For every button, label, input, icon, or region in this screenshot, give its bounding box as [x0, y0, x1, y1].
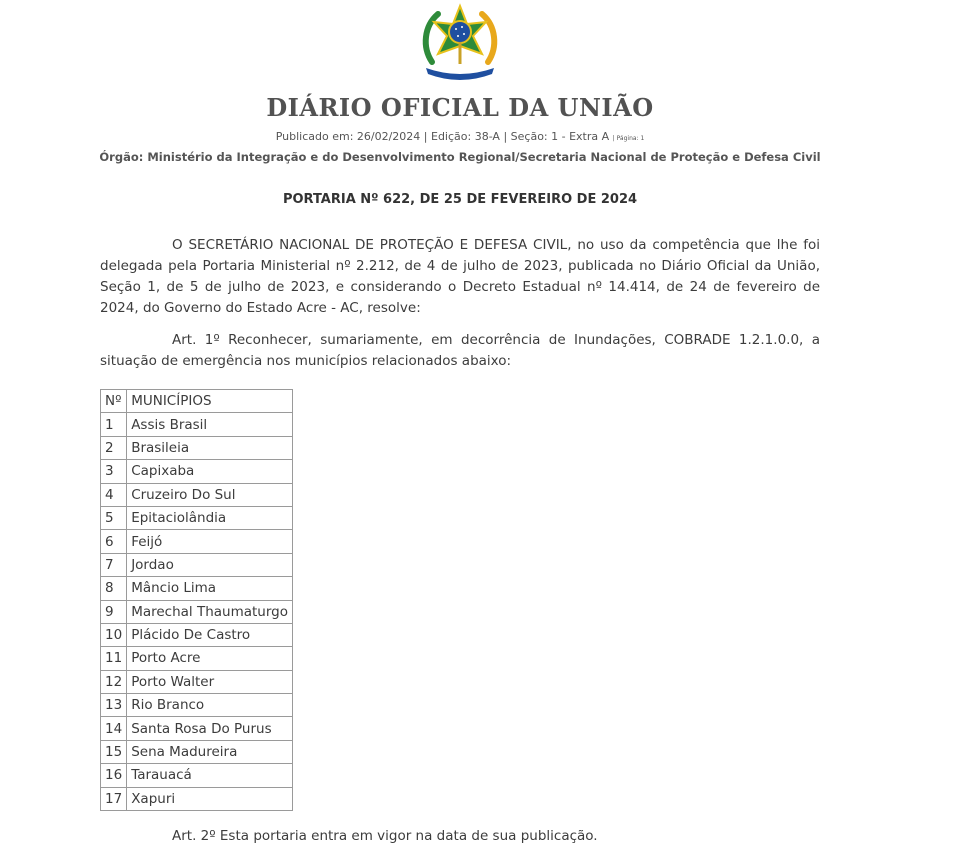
row-number: 14: [101, 717, 127, 740]
municipality-name: Porto Walter: [127, 670, 293, 693]
table-row: [101, 577, 293, 600]
row-number: 16: [101, 764, 127, 787]
table-row: [101, 530, 293, 553]
paragraph-preamble: O SECRETÁRIO NACIONAL DE PROTEÇÃO E DEFESA CIVIL, no uso da competência que lhe foi delegada pela Portaria Ministerial nº 2.212, de 4 de julho de 2023, publicada no Diário Oficial da União, Seção 1, de 5 de julho de 2023, e considerando o Decreto Estadual nº 14.414, de 24 de fevereiro de 2024, do Governo do Estado Acre - AC, resolve:: [100, 237, 820, 316]
row-number: 6: [101, 530, 127, 553]
municipality-name: Sena Madureira: [127, 740, 293, 763]
paragraph-article-1: Art. 1º Reconhecer, sumariamente, em decorrência de Inundações, COBRADE 1.2.1.0.0, a situação de emergência nos municípios relacionados abaixo:: [100, 332, 820, 369]
publication-line: Publicado em: 26/02/2024 | Edição: 38-A | Seção: 1 - Extra A: [275, 130, 610, 143]
municipality-name: Assis Brasil: [127, 413, 293, 436]
row-number: 12: [101, 670, 127, 693]
table-row: [101, 670, 293, 693]
newspaper-title: DIÁRIO OFICIAL DA UNIÃO: [266, 93, 654, 122]
table-row: [101, 483, 293, 506]
table-row: [101, 647, 293, 670]
table-row: [101, 413, 293, 436]
table-row: [101, 600, 293, 623]
municipality-name: Cruzeiro Do Sul: [127, 483, 293, 506]
table-row: [101, 623, 293, 646]
column-header-municipios: MUNICÍPIOS: [127, 390, 293, 413]
municipality-name: Capixaba: [127, 460, 293, 483]
table-row: [101, 717, 293, 740]
municipality-name: Porto Acre: [127, 647, 293, 670]
table-row: [101, 460, 293, 483]
row-number: 1: [101, 413, 127, 436]
row-number: 5: [101, 506, 127, 529]
municipality-name: Santa Rosa Do Purus: [127, 717, 293, 740]
row-number: 10: [101, 623, 127, 646]
orgao-line: Órgão: Ministério da Integração e do Desenvolvimento Regional/Secretaria Nacional de Proteção e Defesa Civil: [99, 150, 821, 164]
municipality-name: Epitaciolândia: [127, 506, 293, 529]
row-number: 7: [101, 553, 127, 576]
row-number: 9: [101, 600, 127, 623]
row-number: 2: [101, 436, 127, 459]
row-number: 15: [101, 740, 127, 763]
row-number: 8: [101, 577, 127, 600]
table-row: [101, 787, 293, 810]
row-number: 17: [101, 787, 127, 810]
row-number: 11: [101, 647, 127, 670]
municipality-name: Mâncio Lima: [127, 577, 293, 600]
table-row: [101, 764, 293, 787]
table-row: [101, 553, 293, 576]
paragraph-article-2: Art. 2º Esta portaria entra em vigor na data de sua publicação.: [172, 828, 598, 844]
column-header-number: Nº: [101, 390, 127, 413]
municipality-name: Brasileia: [127, 436, 293, 459]
table-row: [101, 436, 293, 459]
municipalities-table: [100, 389, 293, 811]
row-number: 4: [101, 483, 127, 506]
brazil-coat-of-arms-icon: [418, 2, 502, 82]
table-row: [101, 740, 293, 763]
municipality-name: Jordao: [127, 553, 293, 576]
municipality-name: Marechal Thaumaturgo: [127, 600, 293, 623]
municipality-name: Feijó: [127, 530, 293, 553]
table-row: [101, 506, 293, 529]
portaria-title: PORTARIA Nº 622, DE 25 DE FEVEREIRO DE 2024: [282, 192, 638, 207]
row-number: 13: [101, 694, 127, 717]
municipality-name: Rio Branco: [127, 694, 293, 717]
publication-info: [0, 130, 920, 143]
page-label: | Página: 1: [612, 135, 645, 142]
row-number: 3: [101, 460, 127, 483]
table-header-row: [101, 390, 293, 413]
municipality-name: Xapuri: [127, 787, 293, 810]
table-row: [101, 694, 293, 717]
municipality-name: Tarauacá: [127, 764, 293, 787]
municipality-name: Plácido De Castro: [127, 623, 293, 646]
